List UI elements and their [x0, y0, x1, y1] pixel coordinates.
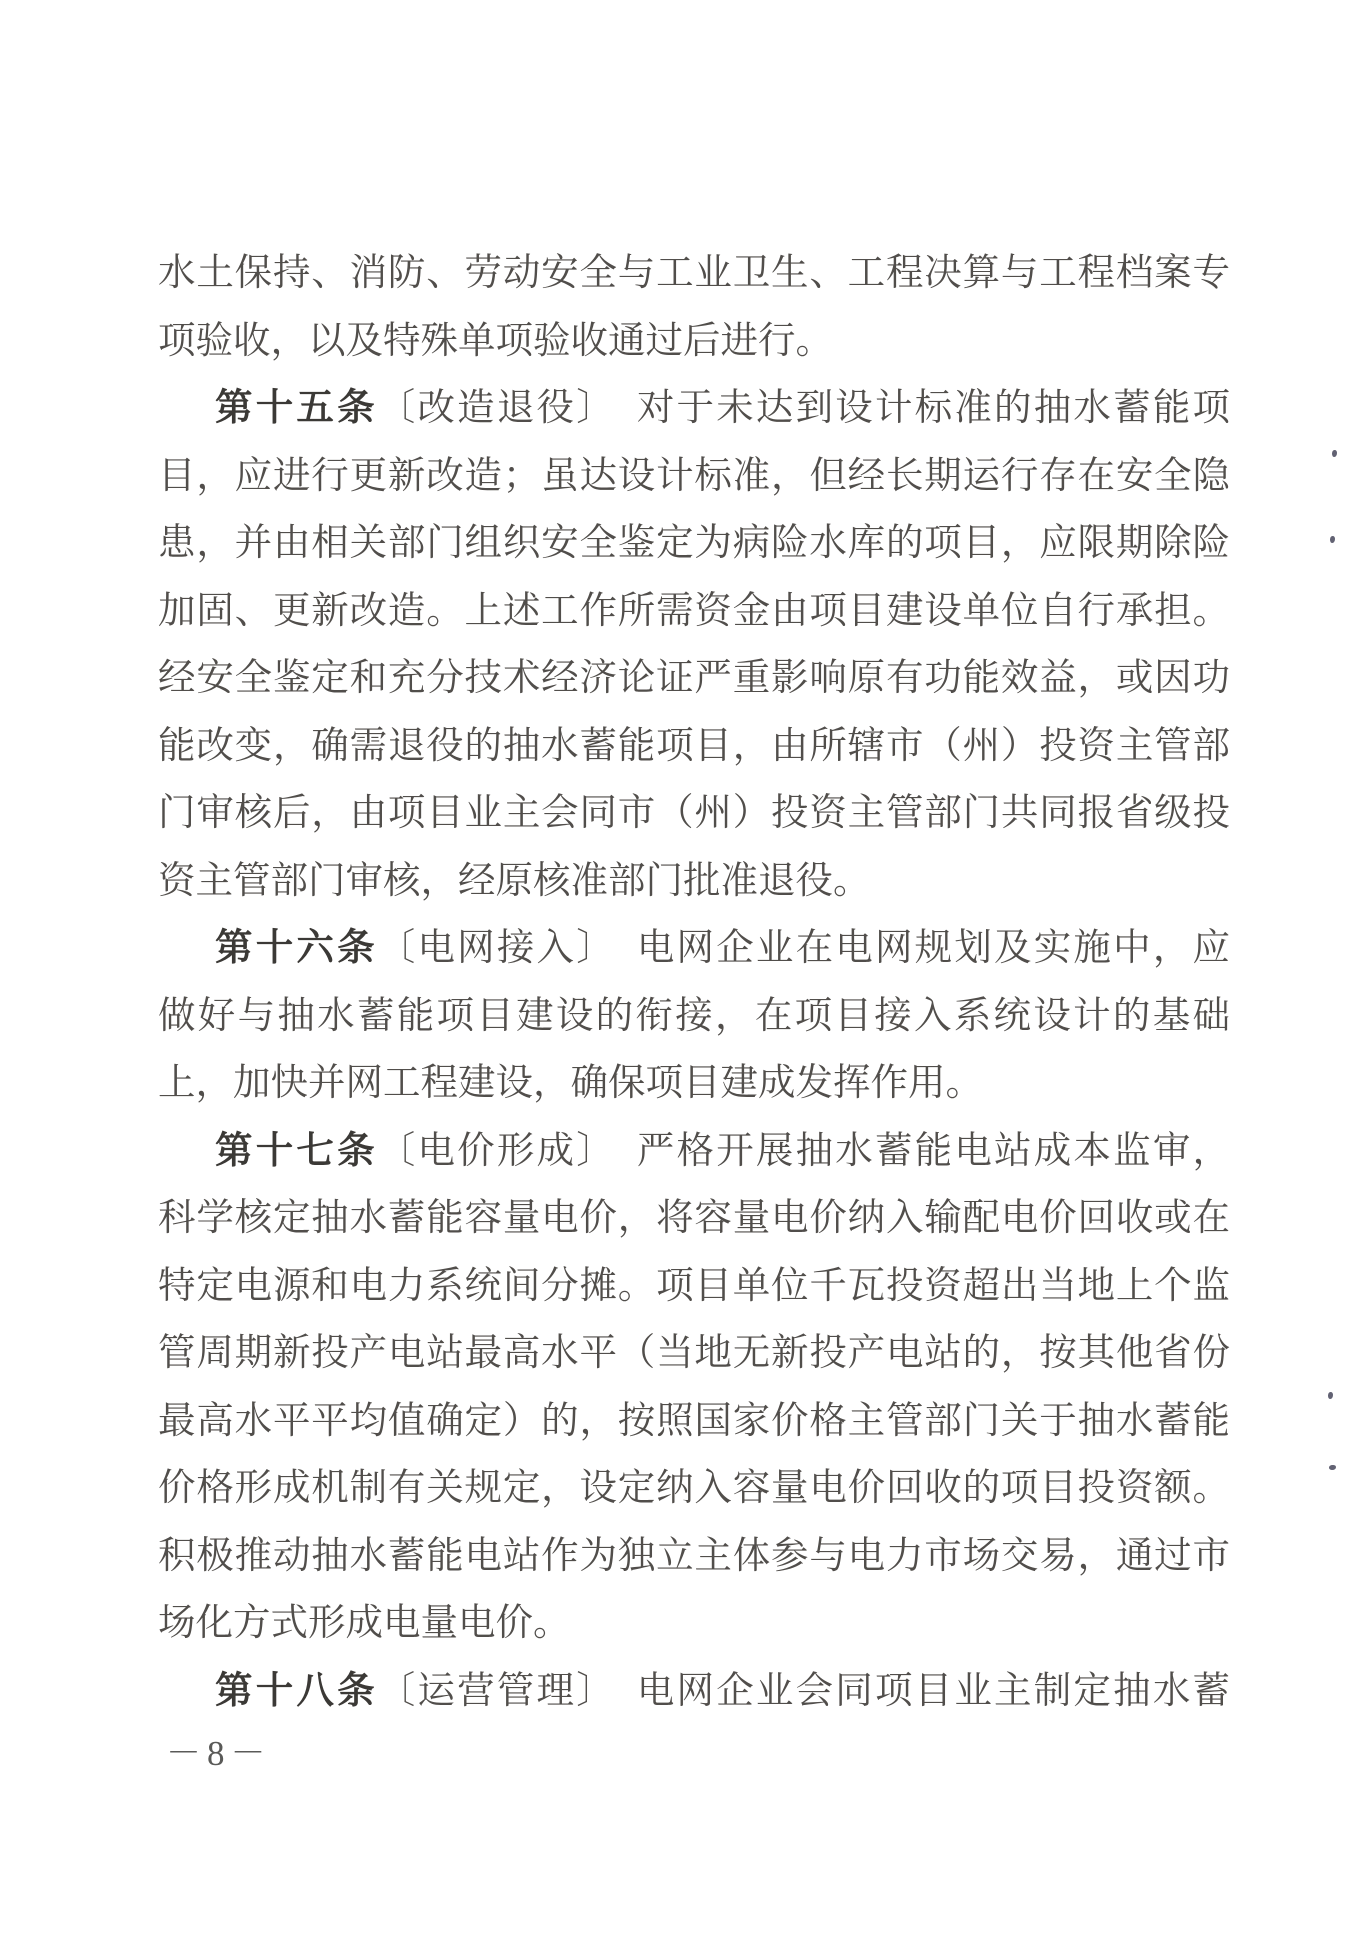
article-number: 第十八条: [215, 1670, 378, 1712]
text-line: 项验收，以及特殊单项验收通过后进行。: [158, 320, 833, 362]
text-line: 患，并由相关部门组织安全鉴定为病险水库的项目，应限期除险: [158, 523, 1230, 564]
document-body: [158, 240, 1230, 1725]
text-line: 管周期新投产电站最高水平（当地无新投产电站的，按其他省份: [158, 1333, 1230, 1374]
article-line-15: [158, 375, 1230, 443]
scan-speck: [1332, 450, 1337, 457]
text-line: 场化方式形成电量电价。: [158, 1603, 571, 1644]
text-line: 上，加快并网工程建设，确保项目建成发挥作用。: [158, 1063, 983, 1104]
article-line-17: [158, 1118, 1230, 1186]
text-line: 目，应进行更新改造；虽达设计标准，但经长期运行存在安全隐: [158, 455, 1230, 497]
article-text: 〔电价形成〕 严格开展抽水蓄能电站成本监审，: [377, 1130, 1230, 1172]
article-text: 〔电网接入〕 电网企业在电网规划及实施中，应: [377, 928, 1230, 969]
article-number: 第十七条: [215, 1130, 378, 1172]
text-line: 能改变，确需退役的抽水蓄能项目，由所辖市（州）投资主管部: [158, 725, 1230, 767]
text-line: 最高水平平均值确定）的，按照国家价格主管部门关于抽水蓄能: [158, 1400, 1230, 1442]
text-line: 积极推动抽水蓄能电站作为独立主体参与电力市场交易，通过市: [158, 1535, 1230, 1577]
text-line: 科学核定抽水蓄能容量电价，将容量电价纳入输配电价回收或在: [158, 1198, 1230, 1239]
text-line: 加固、更新改造。上述工作所需资金由项目建设单位自行承担。: [158, 590, 1230, 632]
text-line: 做好与抽水蓄能项目建设的衔接，在项目接入系统设计的基础: [158, 995, 1230, 1037]
article-line-18: [158, 1658, 1230, 1726]
text-line: 水土保持、消防、劳动安全与工业卫生、工程决算与工程档案专: [158, 253, 1230, 294]
scan-speck: [1330, 536, 1335, 543]
article-line-16: [158, 915, 1230, 983]
scan-speck: [1329, 1465, 1336, 1470]
text-line: 价格形成机制有关规定，设定纳入容量电价回收的项目投资额。: [158, 1468, 1230, 1509]
article-number: 第十六条: [215, 928, 378, 969]
text-line: 特定电源和电力系统间分摊。项目单位千瓦投资超出当地上个监: [158, 1265, 1230, 1307]
scan-speck: [1328, 1392, 1333, 1399]
article-text: 〔改造退役〕 对于未达到设计标准的抽水蓄能项: [377, 388, 1230, 429]
page-number: －8－: [166, 1734, 272, 1773]
article-text: 〔运营管理〕 电网企业会同项目业主制定抽水蓄: [377, 1670, 1230, 1712]
text-line: 经安全鉴定和充分技术经济论证严重影响原有功能效益，或因功: [158, 658, 1230, 699]
text-line: 门审核后，由项目业主会同市（州）投资主管部门共同报省级投: [158, 793, 1230, 834]
article-number: 第十五条: [215, 388, 378, 429]
text-line: 资主管部门审核，经原核准部门批准退役。: [158, 860, 871, 902]
